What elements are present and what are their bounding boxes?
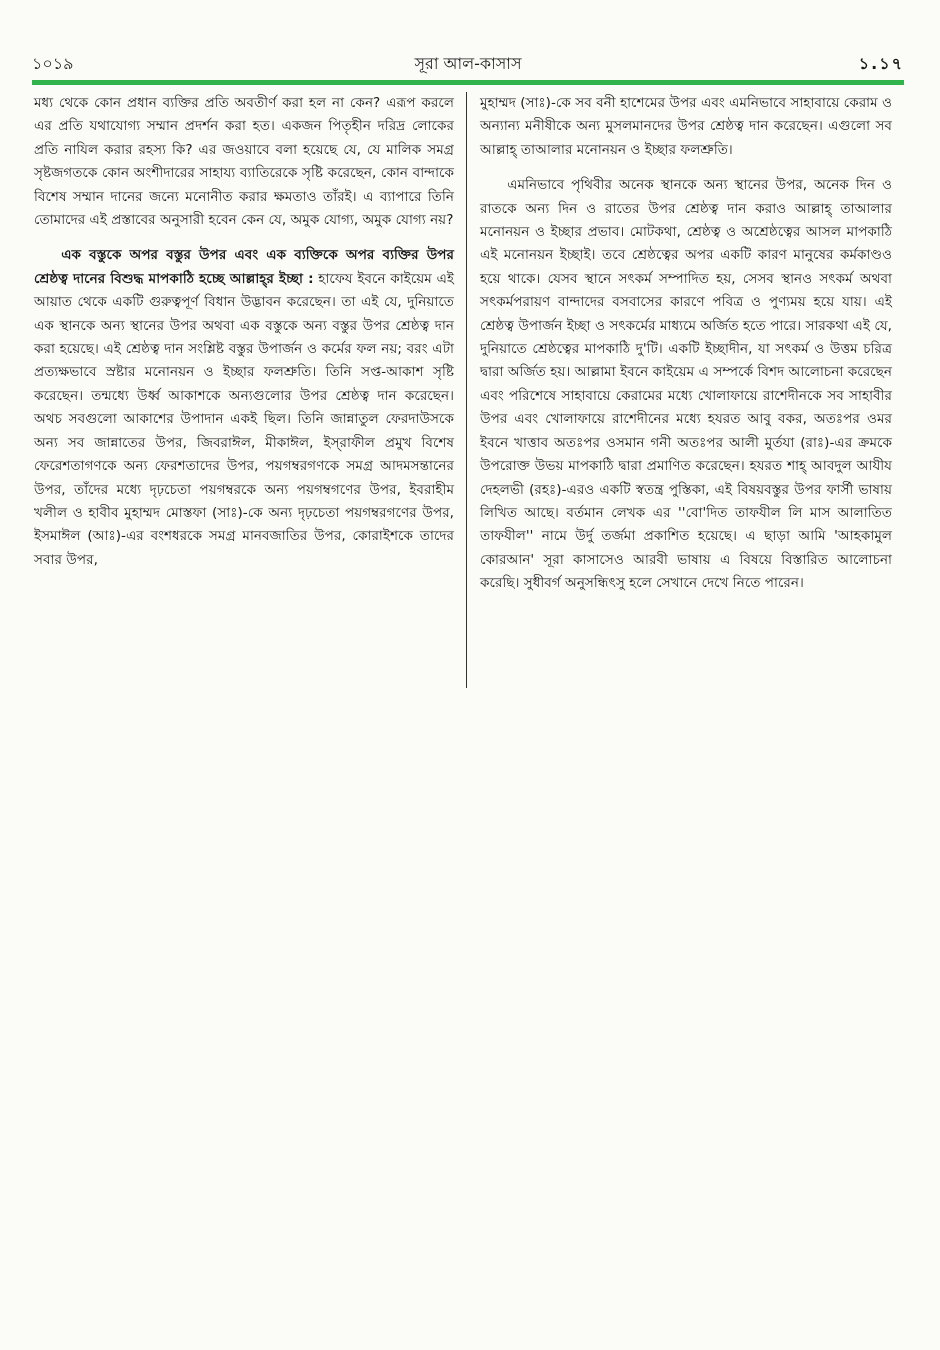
section-heading: এক বস্তুকে অপর বস্তুর উপর এবং এক ব্যক্তিকে অপর ব্যক্তির উপর শ্রেষ্ঠত্ব দানের বিশুদ্ধ মাপকাঠি হচ্ছে আল্লাহ্‌র ইচ্ছা : [34, 247, 454, 287]
left-paragraph-2-body: হাফেয ইবনে কাইয়েম এই আয়াত থেকে একটি গুরুত্বপূর্ণ বিধান উদ্ভাবন করেছেন। তা এই যে, দুনিয়াতে এক স্থানকে অন্য স্থানের উপর অথবা এক বস্তুকে অন্য বস্তুর উপর শ্রেষ্ঠত্ব দান করা হয়েছে। এই শ্রেষ্ঠত্ব দান সংশ্লিষ্ট বস্তুর উপার্জন ও কর্মের ফল নয়; বরং এটা প্রত্যক্ষভাবে স্রষ্টার মনোনয়ন ও ইচ্ছার ফলশ্রুতি। তিনি সপ্ত-আকাশ সৃষ্টি করেছেন। তন্মধ্যে উর্ধ্ব আকাশকে অন্যগুলোর উপর শ্রেষ্ঠত্ব দান করেছেন। অথচ সবগুলো আকাশের উপাদান একই ছিল। তিনি জান্নাতুল ফেরদাউসকে অন্য সব জান্নাতের উপর, জিবরাঈল, মীকাঈল, ইস্‌রাফীল প্রমুখ বিশেষ ফেরেশতাগণকে অন্য ফেরশতাদের উপর, পয়গম্বরগণকে সমগ্র আদমসন্তানের উপর, তাঁদের মধ্যে দৃঢ়চেতা পয়গম্বরকে অন্য পয়গম্বগণের উপর, ইবরাহীম খলীল ও হাবীব মুহাম্মদ মোস্তফা (সাঃ)-কে অন্য দৃঢ়চেতা পয়গম্বরগণের উপর, ইসমাঈল (আঃ)-এর বংশধরকে সমগ্র মানবজাতির উপর, কোরাইশকে তাদের সবার উপর, [34, 270, 455, 568]
left-paragraph-2 [34, 244, 454, 572]
header-rule [32, 80, 904, 85]
left-column [34, 92, 454, 572]
page-mark: ১.১৭ [858, 54, 904, 73]
surah-title: সূরা আল-কাসাস [414, 54, 522, 73]
column-divider [466, 92, 467, 688]
right-column [480, 92, 892, 596]
left-paragraph-1: মধ্য থেকে কোন প্রধান ব্যক্তির প্রতি অবতীর্ণ করা হল না কেন? এরূপ করলে এর প্রতি যথাযোগ্য সম্মান প্রদর্শন করা হত। একজন পিতৃহীন দরিদ্র লোকের প্রতি নাযিল করার রহস্য কি? এর জওয়াবে বলা হয়েছে যে, যে মালিক সমগ্র সৃষ্টজগতকে কোন অংশীদারের সাহায্য ব্যাতিরেকে সৃষ্টি করেছেন, কোন বান্দাকে বিশেষ সম্মান দানের জন্যে মনোনীত করার ক্ষমতাও তাঁরই। এ ব্যাপারে তিনি তোমাদের এই প্রস্তাবের অনুসারী হবেন কেন যে, অমুক যোগ্য, অমুক যোগ্য নয়? [34, 95, 454, 229]
right-paragraph-1: মুহাম্মদ (সাঃ)-কে সব বনী হাশেমের উপর এবং এমনিভাবে সাহাবায়ে কেরাম ও অন্যান্য মনীষীকে অন্য মুসলমানদের উপর শ্রেষ্ঠত্ব দান করেছেন। এগুলো সব আল্লাহ্‌ তাআলার মনোনয়ন ও ইচ্ছার ফলশ্রুতি। [480, 95, 892, 158]
page-number: ১০১৯ [32, 54, 74, 73]
page-header [32, 52, 904, 82]
right-paragraph-2: এমনিভাবে পৃথিবীর অনেক স্থানকে অন্য স্থানের উপর, অনেক দিন ও রাতকে অন্য দিন ও রাতের উপর শ্রেষ্ঠত্ব দান করাও আল্লাহ্‌ তাআলার মনোনয়ন ও ইচ্ছার প্রভাব। মোটকথা, শ্রেষ্ঠত্ব ও অশ্রেষ্ঠত্বের আসল মাপকাঠি এই মনোনয়ন ইচ্ছাই। তবে শ্রেষ্ঠত্বের অপর একটি কারণ মানুষের কর্মকাণ্ডও হয়ে থাকে। যেসব স্থানে সৎকর্ম সম্পাদিত হয়, সেসব স্থানও সৎকর্ম অথবা সৎকর্মপরায়ণ বান্দাদের বসবাসের কারণে পবিত্র ও পুণ্যময় হয়ে যায়। এই শ্রেষ্ঠত্ব উপার্জন ইচ্ছা ও সৎকর্মের মাধ্যমে অর্জিত হতে পারে। সারকথা এই যে, দুনিয়াতে শ্রেষ্ঠত্বের মাপকাঠি দু'টি। একটি ইচ্ছাদীন, যা সৎকর্ম ও উত্তম চরিত্র দ্বারা অর্জিত হয়। আল্লামা ইবনে কাইয়েম এ সম্পর্কে বিশদ আলোচনা করেছেন এবং পরিশেষে সাহাবায়ে কেরামের মধ্যে খোলাফায়ে রাশেদীনকে সব সাহাবীর উপর এবং খোলাফায়ে রাশেদীনের মধ্যে হযরত আবু বকর, অতঃপর ওমর ইবনে খাত্তাব অতঃপর ওসমান গনী অতঃপর আলী মুর্তযা (রাঃ)-এর ক্রমকে উপরোক্ত উভয় মাপকাঠি দ্বারা প্রমাণিত করেছেন। হযরত শাহ্‌ আবদুল আযীয দেহলভী (রহঃ)-এরও একটি স্বতন্ত্র পুস্তিকা, এই বিষয়বস্তুর উপর ফার্সী ভাষায় লিখিত আছে। বর্তমান লেখক এর ''বো'দিত তাফযীল লি মাস আলাতিত তাফযীল'' নামে উর্দু তর্জমা প্রকাশিত হয়েছে। এ ছাড়া আমি 'আহকামুল কোরআন' সূরা কাসাসেও আরবী ভাষায় এ বিষয়ে বিস্তারিত আলোচনা করেছি। সুধীবর্গ অনুসন্ধিৎসু হলে সেখানে দেখে নিতে পারেন। [480, 177, 892, 592]
